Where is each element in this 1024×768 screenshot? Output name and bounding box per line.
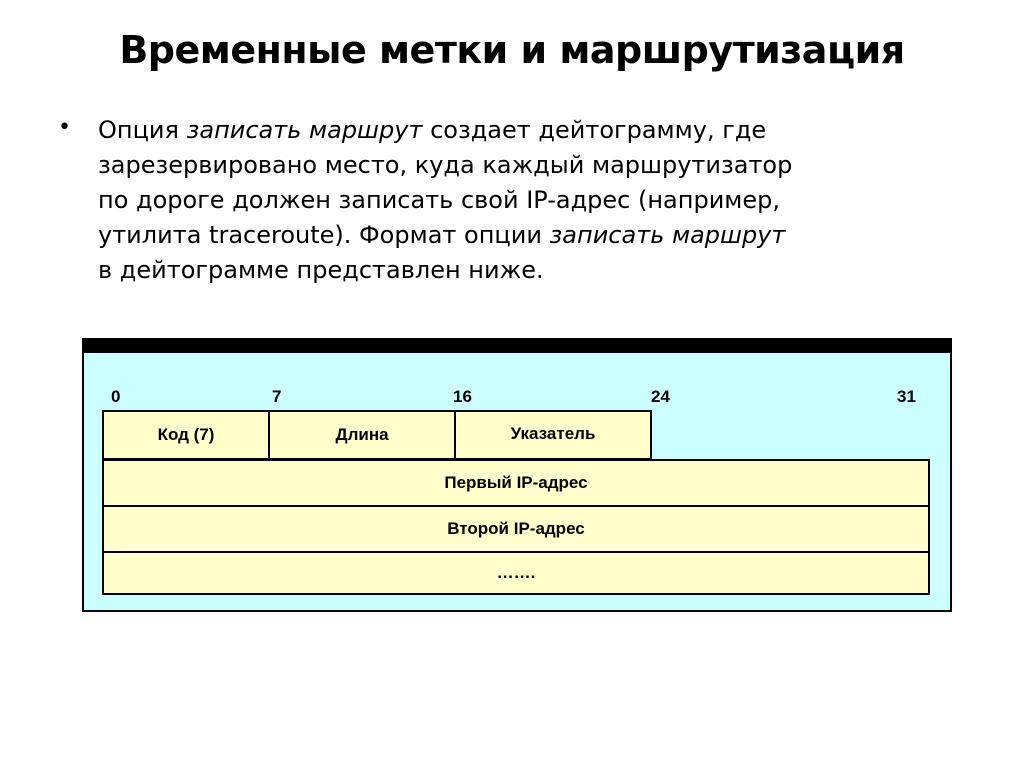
bit-position-label: 7 xyxy=(272,387,282,406)
bullet-dot-icon: • xyxy=(58,115,71,140)
text-segment: утилита traceroute). Формат опции xyxy=(98,221,550,249)
bullet-line xyxy=(98,148,958,183)
field-label: Код (7) xyxy=(157,425,215,444)
field-pointer xyxy=(454,410,652,460)
bullet-line xyxy=(98,218,958,253)
field-label: Длина xyxy=(335,425,389,444)
bullet-line xyxy=(98,253,958,288)
text-segment: по дороге должен записать свой IP-адрес (например, xyxy=(98,186,781,214)
bit-position-label: 24 xyxy=(651,387,670,406)
field-label: Указатель xyxy=(510,424,596,443)
text-segment: в дейтограмме представлен ниже. xyxy=(98,256,544,284)
record-route-format-diagram xyxy=(82,338,952,612)
field-code xyxy=(102,410,270,460)
field-length xyxy=(268,410,456,460)
text-segment: зарезервировано место, куда каждый маршрутизатор xyxy=(98,151,793,179)
row-label: Второй IP-адрес xyxy=(447,519,585,538)
row-first-ip-address xyxy=(102,459,930,507)
row-second-ip-address xyxy=(102,505,930,553)
row-label: ……. xyxy=(496,563,536,582)
bullet-line xyxy=(98,113,958,148)
italic-term: записать маршрут xyxy=(186,116,423,144)
bit-position-label: 31 xyxy=(897,387,916,406)
slide-title: Временные метки и маршрутизация xyxy=(119,28,905,72)
bullet-line xyxy=(98,183,958,218)
bullet-text xyxy=(98,113,958,288)
row-ellipsis xyxy=(102,551,930,595)
italic-term: записать маршрут xyxy=(549,221,786,249)
bit-position-label: 16 xyxy=(453,387,472,406)
row-label: Первый IP-адрес xyxy=(444,473,588,492)
option-fields xyxy=(84,340,950,610)
bit-position-label: 0 xyxy=(111,387,121,406)
text-segment: создает дейтограмму, где xyxy=(422,116,767,144)
text-segment: Опция xyxy=(98,116,187,144)
